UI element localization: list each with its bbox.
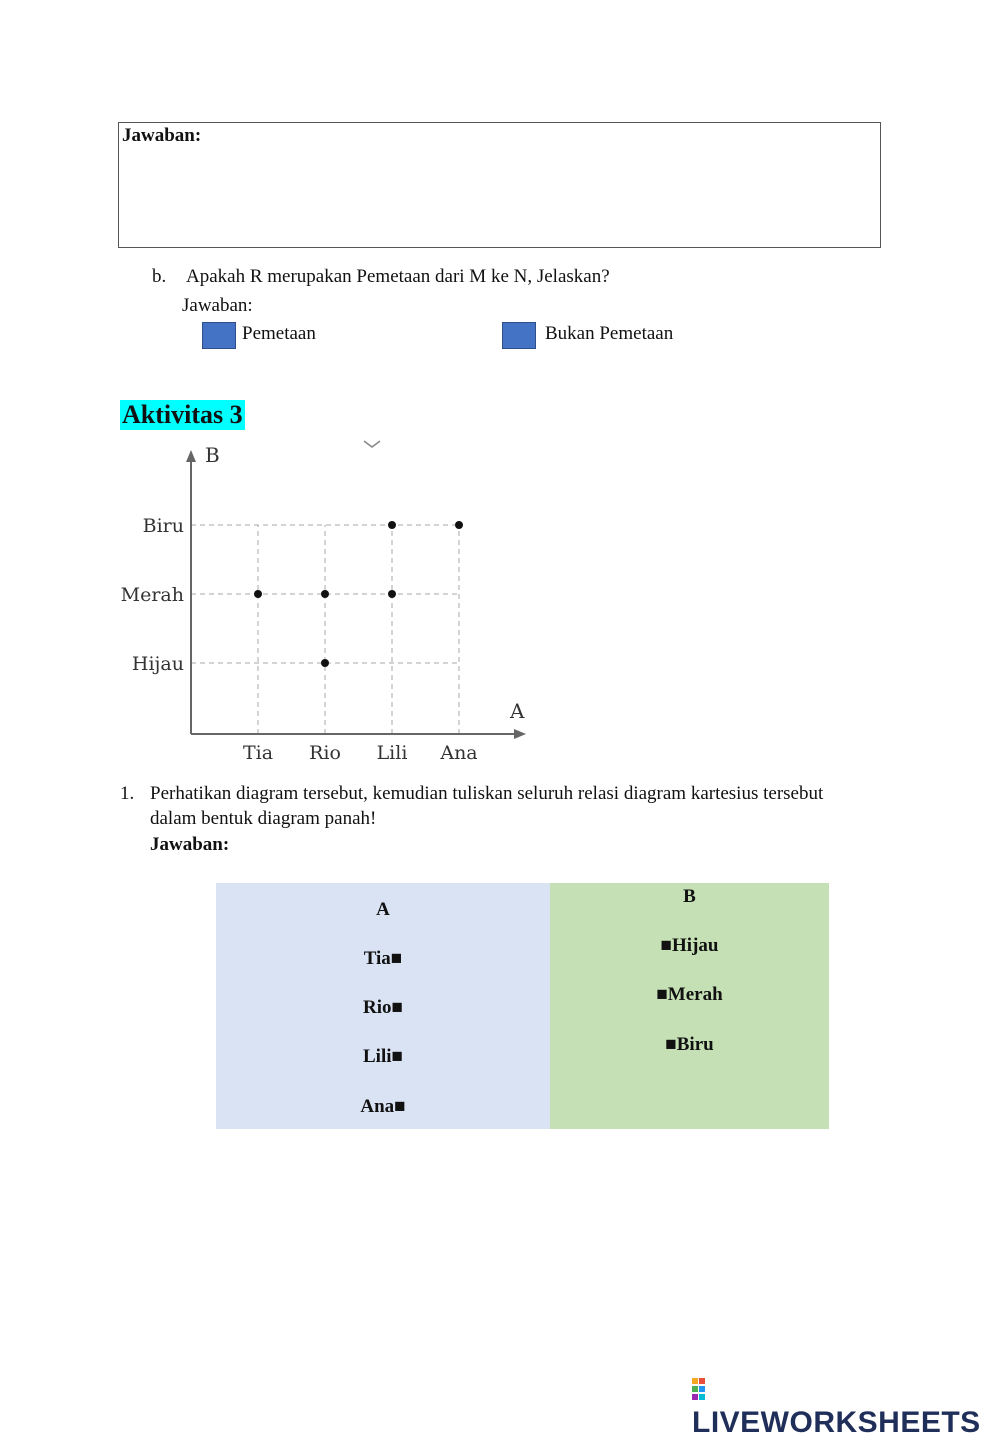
data-point-tia-merah [254,590,262,598]
pemetaan-label: Pemetaan [242,323,316,344]
set-a-item-lili[interactable]: Lili■ [363,1046,403,1067]
question-b-marker: b. [152,266,167,287]
question-1-line1: Perhatikan diagram tersebut, kemudian tuliskan seluruh relasi diagram kartesius tersebut [150,783,824,804]
y-axis-arrow-icon [186,450,196,462]
data-point-rio-merah [321,590,329,598]
x-tick-label-ana: Ana [440,742,478,764]
x-axis-label: A [510,699,525,723]
y-tick-label-merah: Merah [120,584,184,606]
y-tick-label-hijau: Hijau [131,653,184,675]
liveworksheets-logo-text: LIVEWORKSHEETS [692,1406,981,1439]
liveworksheets-logo-icon [692,1378,714,1402]
question-1-answer-label: Jawaban: [150,834,230,855]
set-b-header: B [683,886,696,907]
set-b-item-merah[interactable]: ■Merah [656,984,723,1005]
bukan-pemetaan-label: Bukan Pemetaan [545,323,674,344]
y-axis-label: B [205,443,220,467]
set-a-item-ana[interactable]: Ana■ [360,1096,406,1117]
set-a-header: A [376,899,390,920]
arrow-diagram[interactable] [216,883,829,1129]
chart-grid [191,525,459,734]
x-tick-label-tia: Tia [242,742,274,764]
question-1-number: 1. [120,783,135,804]
answer-box-label: Jawaban: [122,125,202,146]
set-b-column [550,883,829,1129]
data-point-lili-biru [388,521,396,529]
y-tick-label-biru: Biru [142,515,184,537]
data-point-ana-biru [455,521,463,529]
set-a-column [216,883,550,1129]
set-a-item-tia[interactable]: Tia■ [363,948,403,969]
x-axis-arrow-icon [514,729,526,739]
x-tick-label-rio: Rio [309,742,341,764]
set-a-item-rio[interactable]: Rio■ [363,997,403,1018]
question-b-answer-label: Jawaban: [182,295,253,316]
answer-box[interactable] [118,122,881,248]
chart-axes [186,441,526,739]
question-b-text: Apakah R merupakan Pemetaan dari M ke N, Jelaskan? [186,266,610,287]
question-1-line2: dalam bentuk diagram panah! [150,808,377,829]
data-point-rio-hijau [321,659,329,667]
set-b-item-hijau[interactable]: ■Hijau [660,935,719,956]
set-b-item-biru[interactable]: ■Biru [665,1034,714,1055]
data-point-lili-merah [388,590,396,598]
chevron-down-icon [364,441,380,447]
liveworksheets-logo [692,1372,1000,1440]
activity-title: Aktivitas 3 [122,400,243,429]
pemetaan-checkbox[interactable] [202,322,236,349]
x-tick-label-lili: Lili [376,742,408,764]
cartesian-chart [120,436,540,766]
bukan-pemetaan-checkbox[interactable] [502,322,536,349]
